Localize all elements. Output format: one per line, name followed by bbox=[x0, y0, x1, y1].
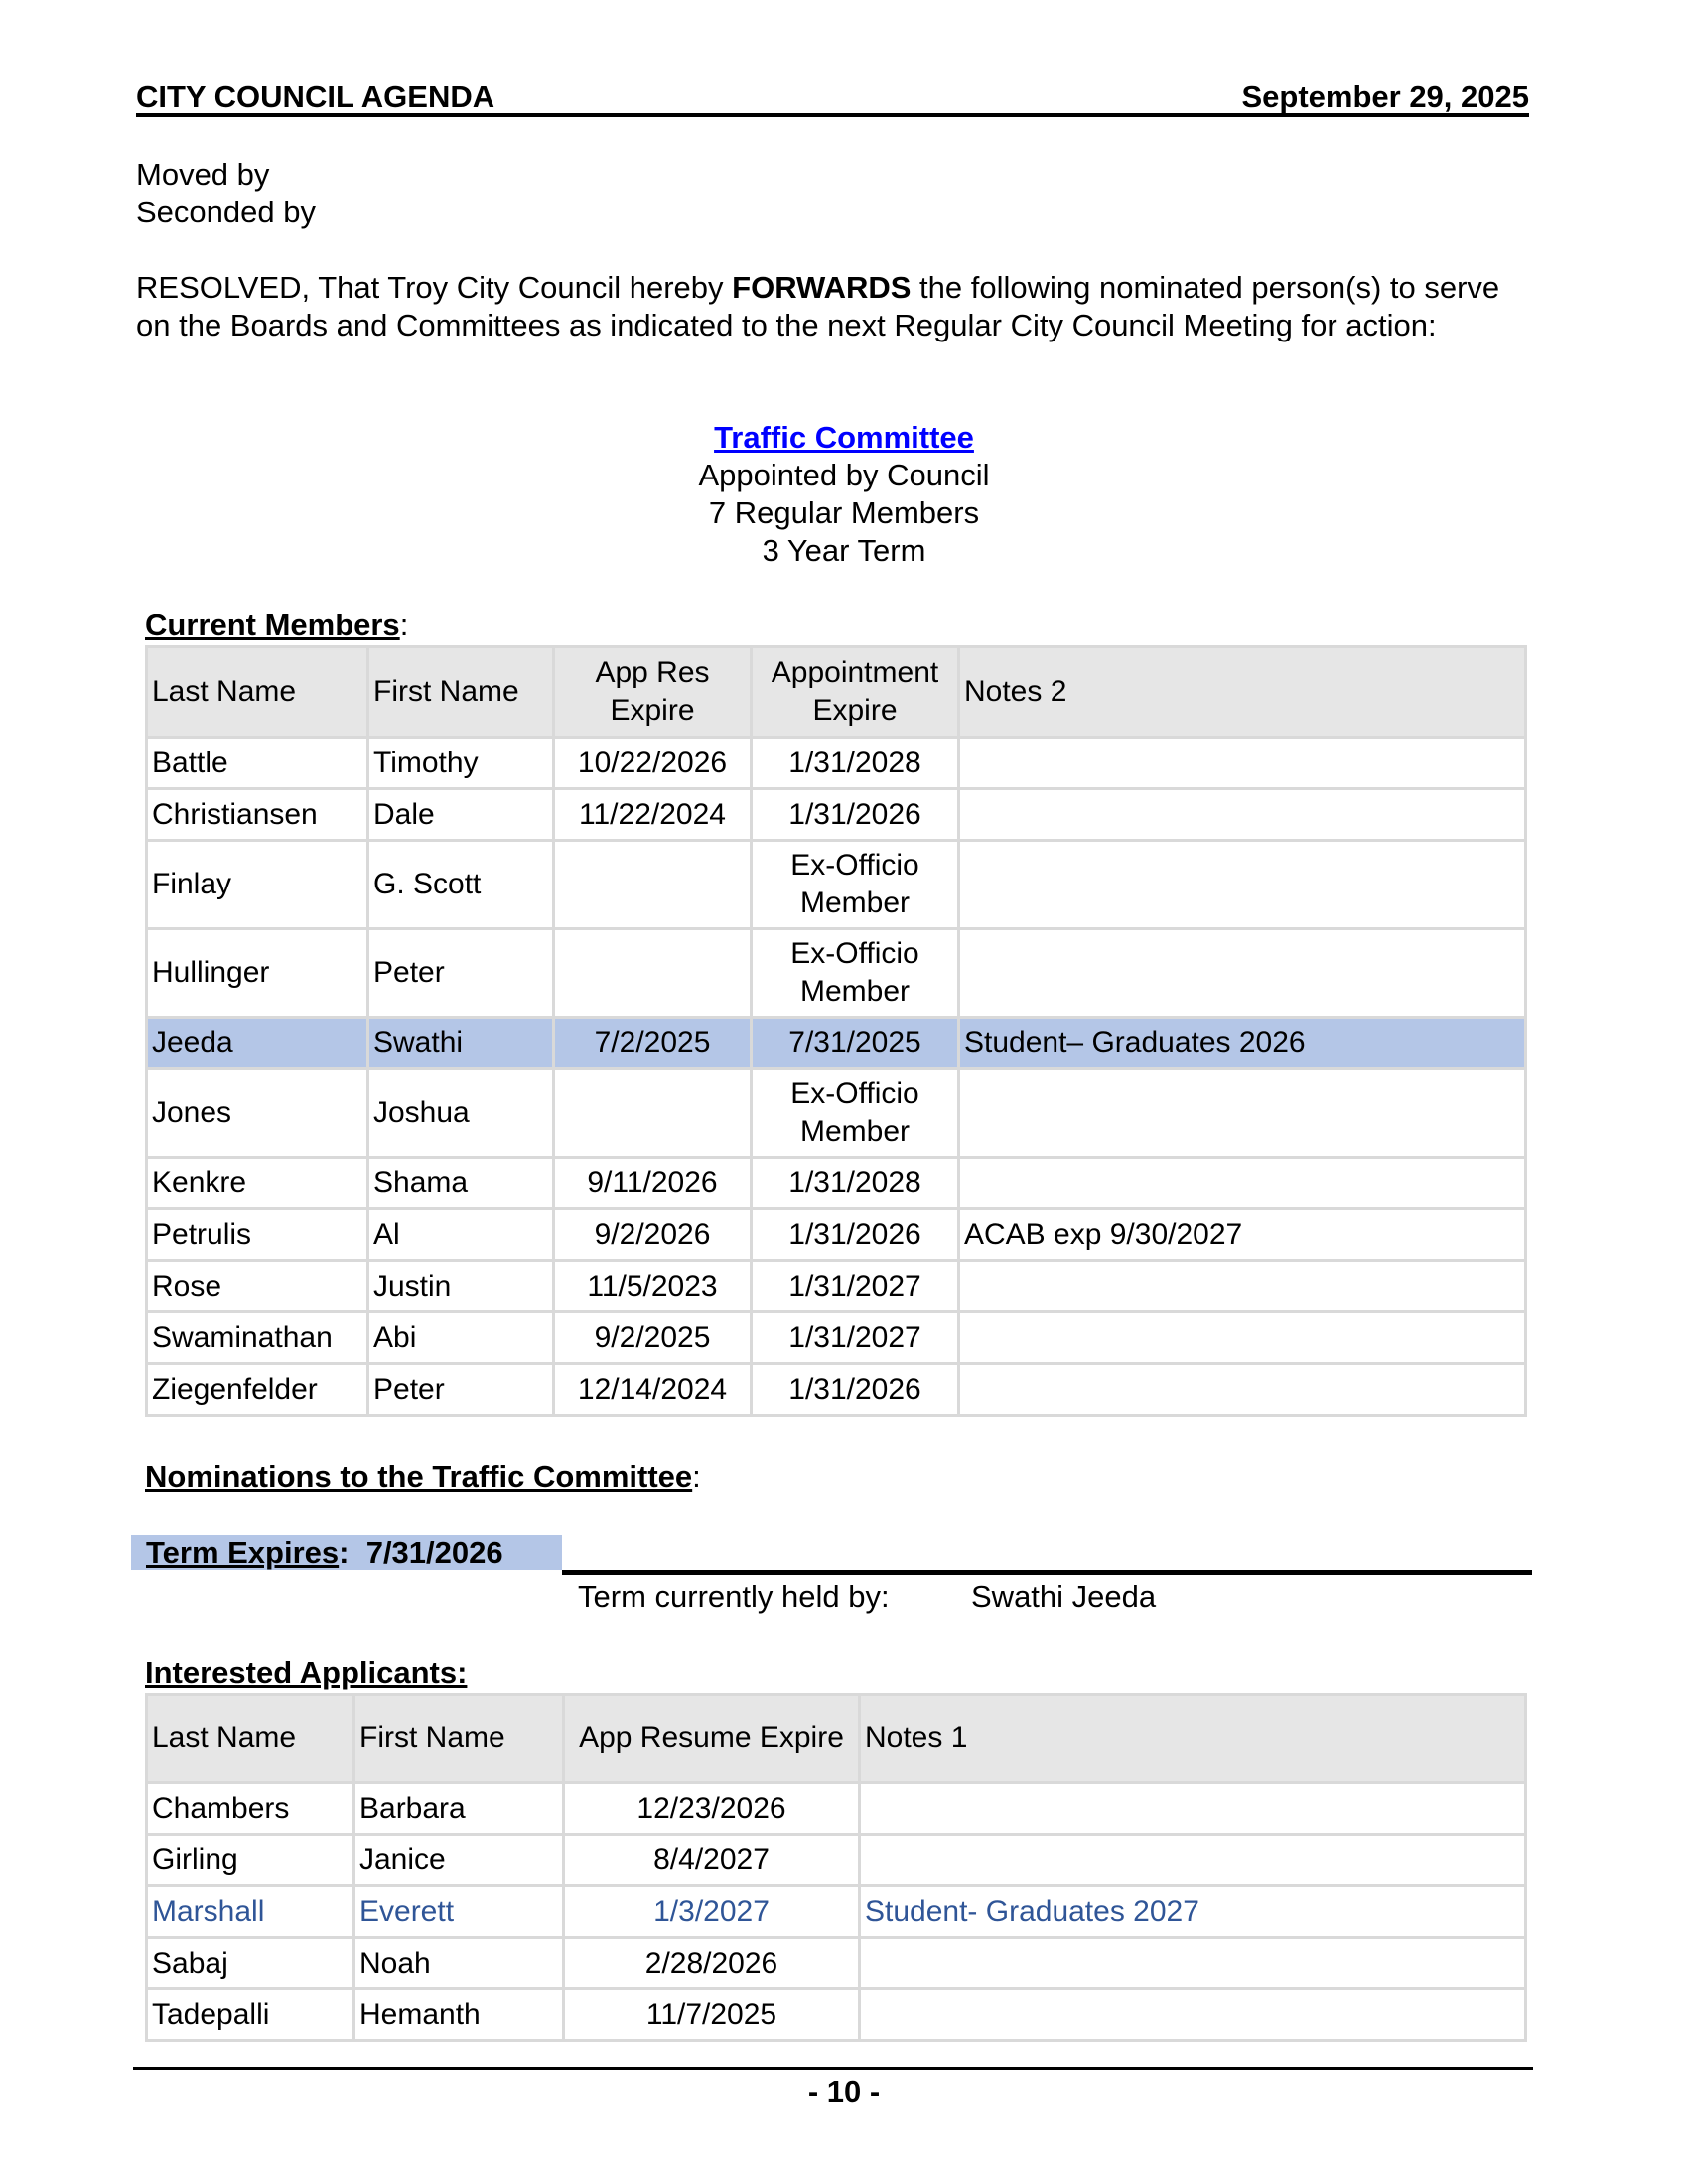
cell-last-name: Kenkre bbox=[147, 1158, 368, 1209]
cell-app-res-expire: 10/22/2026 bbox=[554, 738, 752, 789]
cell-last-name: Girling bbox=[147, 1835, 354, 1886]
committee-info bbox=[0, 419, 1688, 570]
table-row bbox=[147, 1783, 1526, 1835]
cell-first-name: Abi bbox=[368, 1312, 554, 1364]
cell-last-name: Swaminathan bbox=[147, 1312, 368, 1364]
agenda-date: September 29, 2025 bbox=[1241, 79, 1529, 114]
cell-app-resume-expire: 2/28/2026 bbox=[564, 1938, 860, 1989]
col-header-notes-2: Notes 2 bbox=[959, 647, 1526, 738]
cell-appointment-expire: 1/31/2027 bbox=[752, 1261, 959, 1312]
term-expires-value: 7/31/2026 bbox=[365, 1535, 503, 1570]
cell-last-name: Christiansen bbox=[147, 789, 368, 841]
cell-last-name: Jeeda bbox=[147, 1018, 368, 1069]
cell-app-res-expire: 9/11/2026 bbox=[554, 1158, 752, 1209]
cell-app-resume-expire: 8/4/2027 bbox=[564, 1835, 860, 1886]
cell-notes bbox=[860, 1835, 1526, 1886]
table-row-blue bbox=[147, 1886, 1526, 1938]
cell-notes: ACAB exp 9/30/2027 bbox=[959, 1209, 1526, 1261]
agenda-title: CITY COUNCIL AGENDA bbox=[136, 79, 495, 114]
col-header-last-name: Last Name bbox=[147, 647, 368, 738]
cell-app-resume-expire: 12/23/2026 bbox=[564, 1783, 860, 1835]
resolution-prefix: RESOLVED, That Troy City Council hereby bbox=[136, 270, 733, 305]
current-members-title: Current Members bbox=[145, 608, 400, 642]
cell-first-name: G. Scott bbox=[368, 841, 554, 929]
cell-notes bbox=[860, 1989, 1526, 2041]
term-expires-separator: : bbox=[339, 1535, 366, 1570]
cell-appointment-expire: 1/31/2028 bbox=[752, 1158, 959, 1209]
nominations-heading bbox=[145, 1459, 701, 1495]
cell-first-name: Shama bbox=[368, 1158, 554, 1209]
table-row bbox=[147, 1158, 1526, 1209]
term-expires-label: Term Expires bbox=[146, 1535, 340, 1570]
cell-first-name: Barbara bbox=[354, 1783, 564, 1835]
cell-first-name: Justin bbox=[368, 1261, 554, 1312]
resolution-action: FORWARDS bbox=[732, 270, 912, 305]
cell-notes: Student- Graduates 2027 bbox=[860, 1886, 1526, 1938]
cell-last-name: Finlay bbox=[147, 841, 368, 929]
cell-first-name: Joshua bbox=[368, 1069, 554, 1158]
cell-last-name: Jones bbox=[147, 1069, 368, 1158]
cell-notes bbox=[959, 1261, 1526, 1312]
cell-appointment-expire: 1/31/2026 bbox=[752, 1364, 959, 1416]
current-members-heading bbox=[145, 608, 408, 643]
cell-notes bbox=[959, 1364, 1526, 1416]
col-header-appointment-expire: Appointment Expire bbox=[752, 647, 959, 738]
cell-app-res-expire: 9/2/2026 bbox=[554, 1209, 752, 1261]
cell-last-name: Rose bbox=[147, 1261, 368, 1312]
cell-appointment-expire: 7/31/2025 bbox=[752, 1018, 959, 1069]
cell-notes bbox=[959, 789, 1526, 841]
col-header-app-resume-expire: App Resume Expire bbox=[564, 1695, 860, 1783]
cell-last-name: Chambers bbox=[147, 1783, 354, 1835]
term-held-by-label: Term currently held by: bbox=[578, 1579, 890, 1614]
cell-notes bbox=[959, 738, 1526, 789]
committee-term-length: 3 Year Term bbox=[762, 533, 926, 568]
cell-last-name: Marshall bbox=[147, 1886, 354, 1938]
col-header-app-res-expire: App Res Expire bbox=[554, 647, 752, 738]
table-row bbox=[147, 1209, 1526, 1261]
col-header-first-name: First Name bbox=[354, 1695, 564, 1783]
cell-last-name: Sabaj bbox=[147, 1938, 354, 1989]
table-row bbox=[147, 1938, 1526, 1989]
cell-app-resume-expire: 1/3/2027 bbox=[564, 1886, 860, 1938]
heading-colon: : bbox=[399, 608, 409, 642]
table-row bbox=[147, 1364, 1526, 1416]
cell-appointment-expire: Ex-Officio Member bbox=[752, 841, 959, 929]
cell-first-name: Peter bbox=[368, 1364, 554, 1416]
cell-first-name: Timothy bbox=[368, 738, 554, 789]
cell-last-name: Tadepalli bbox=[147, 1989, 354, 2041]
resolution-suffix: the following nominated person(s) to serve on the Boards and Committees as indicated to the next Regular City Council Meeting for action: bbox=[136, 270, 1500, 342]
table-row bbox=[147, 738, 1526, 789]
cell-appointment-expire: 1/31/2027 bbox=[752, 1312, 959, 1364]
table-row bbox=[147, 1835, 1526, 1886]
table-header-row bbox=[147, 1695, 1526, 1783]
table-row bbox=[147, 1312, 1526, 1364]
term-held-by-name: Swathi Jeeda bbox=[971, 1579, 1157, 1614]
committee-appointed-by: Appointed by Council bbox=[698, 458, 990, 492]
table-row-highlighted bbox=[147, 1018, 1526, 1069]
col-header-last-name: Last Name bbox=[147, 1695, 354, 1783]
cell-app-res-expire: 11/22/2024 bbox=[554, 789, 752, 841]
footer-divider bbox=[133, 2067, 1533, 2070]
cell-appointment-expire: Ex-Officio Member bbox=[752, 929, 959, 1018]
cell-appointment-expire: 1/31/2028 bbox=[752, 738, 959, 789]
cell-notes: Student– Graduates 2026 bbox=[959, 1018, 1526, 1069]
cell-first-name: Al bbox=[368, 1209, 554, 1261]
table-row bbox=[147, 1069, 1526, 1158]
cell-notes bbox=[959, 1158, 1526, 1209]
resolution-paragraph bbox=[136, 269, 1536, 344]
cell-first-name: Everett bbox=[354, 1886, 564, 1938]
table-row bbox=[147, 841, 1526, 929]
heading-colon: : bbox=[692, 1459, 701, 1494]
moved-by-label: Moved by bbox=[136, 157, 270, 192]
cell-app-res-expire bbox=[554, 1069, 752, 1158]
cell-app-res-expire: 9/2/2025 bbox=[554, 1312, 752, 1364]
cell-notes bbox=[959, 1069, 1526, 1158]
cell-last-name: Hullinger bbox=[147, 929, 368, 1018]
applicants-heading bbox=[145, 1655, 467, 1691]
cell-first-name: Noah bbox=[354, 1938, 564, 1989]
cell-app-res-expire: 12/14/2024 bbox=[554, 1364, 752, 1416]
seconded-by-label: Seconded by bbox=[136, 195, 316, 229]
cell-appointment-expire: Ex-Officio Member bbox=[752, 1069, 959, 1158]
cell-first-name: Peter bbox=[368, 929, 554, 1018]
cell-notes bbox=[860, 1783, 1526, 1835]
term-expires-bar bbox=[131, 1535, 562, 1570]
cell-app-res-expire bbox=[554, 841, 752, 929]
cell-last-name: Petrulis bbox=[147, 1209, 368, 1261]
applicants-table bbox=[145, 1693, 1527, 2042]
cell-notes bbox=[959, 841, 1526, 929]
cell-notes bbox=[959, 929, 1526, 1018]
committee-member-count: 7 Regular Members bbox=[708, 495, 980, 530]
cell-last-name: Battle bbox=[147, 738, 368, 789]
table-row bbox=[147, 929, 1526, 1018]
cell-appointment-expire: 1/31/2026 bbox=[752, 789, 959, 841]
cell-notes bbox=[860, 1938, 1526, 1989]
cell-first-name: Dale bbox=[368, 789, 554, 841]
page-number: - 10 - bbox=[807, 2074, 881, 2109]
page-header bbox=[136, 79, 1529, 117]
col-header-notes-1: Notes 1 bbox=[860, 1695, 1526, 1783]
cell-first-name: Janice bbox=[354, 1835, 564, 1886]
cell-first-name: Hemanth bbox=[354, 1989, 564, 2041]
table-row bbox=[147, 1261, 1526, 1312]
motion-block bbox=[136, 156, 316, 231]
table-header-row bbox=[147, 647, 1526, 738]
current-members-table bbox=[145, 645, 1527, 1417]
term-divider-line bbox=[562, 1570, 1532, 1575]
cell-appointment-expire: 1/31/2026 bbox=[752, 1209, 959, 1261]
cell-app-res-expire: 11/5/2023 bbox=[554, 1261, 752, 1312]
applicants-title: Interested Applicants: bbox=[145, 1655, 468, 1690]
cell-app-resume-expire: 11/7/2025 bbox=[564, 1989, 860, 2041]
col-header-first-name: First Name bbox=[368, 647, 554, 738]
committee-name-link[interactable]: Traffic Committee bbox=[714, 420, 974, 455]
cell-app-res-expire: 7/2/2025 bbox=[554, 1018, 752, 1069]
cell-app-res-expire bbox=[554, 929, 752, 1018]
nominations-title: Nominations to the Traffic Committee bbox=[145, 1459, 693, 1494]
cell-last-name: Ziegenfelder bbox=[147, 1364, 368, 1416]
cell-notes bbox=[959, 1312, 1526, 1364]
cell-first-name: Swathi bbox=[368, 1018, 554, 1069]
table-row bbox=[147, 1989, 1526, 2041]
table-row bbox=[147, 789, 1526, 841]
